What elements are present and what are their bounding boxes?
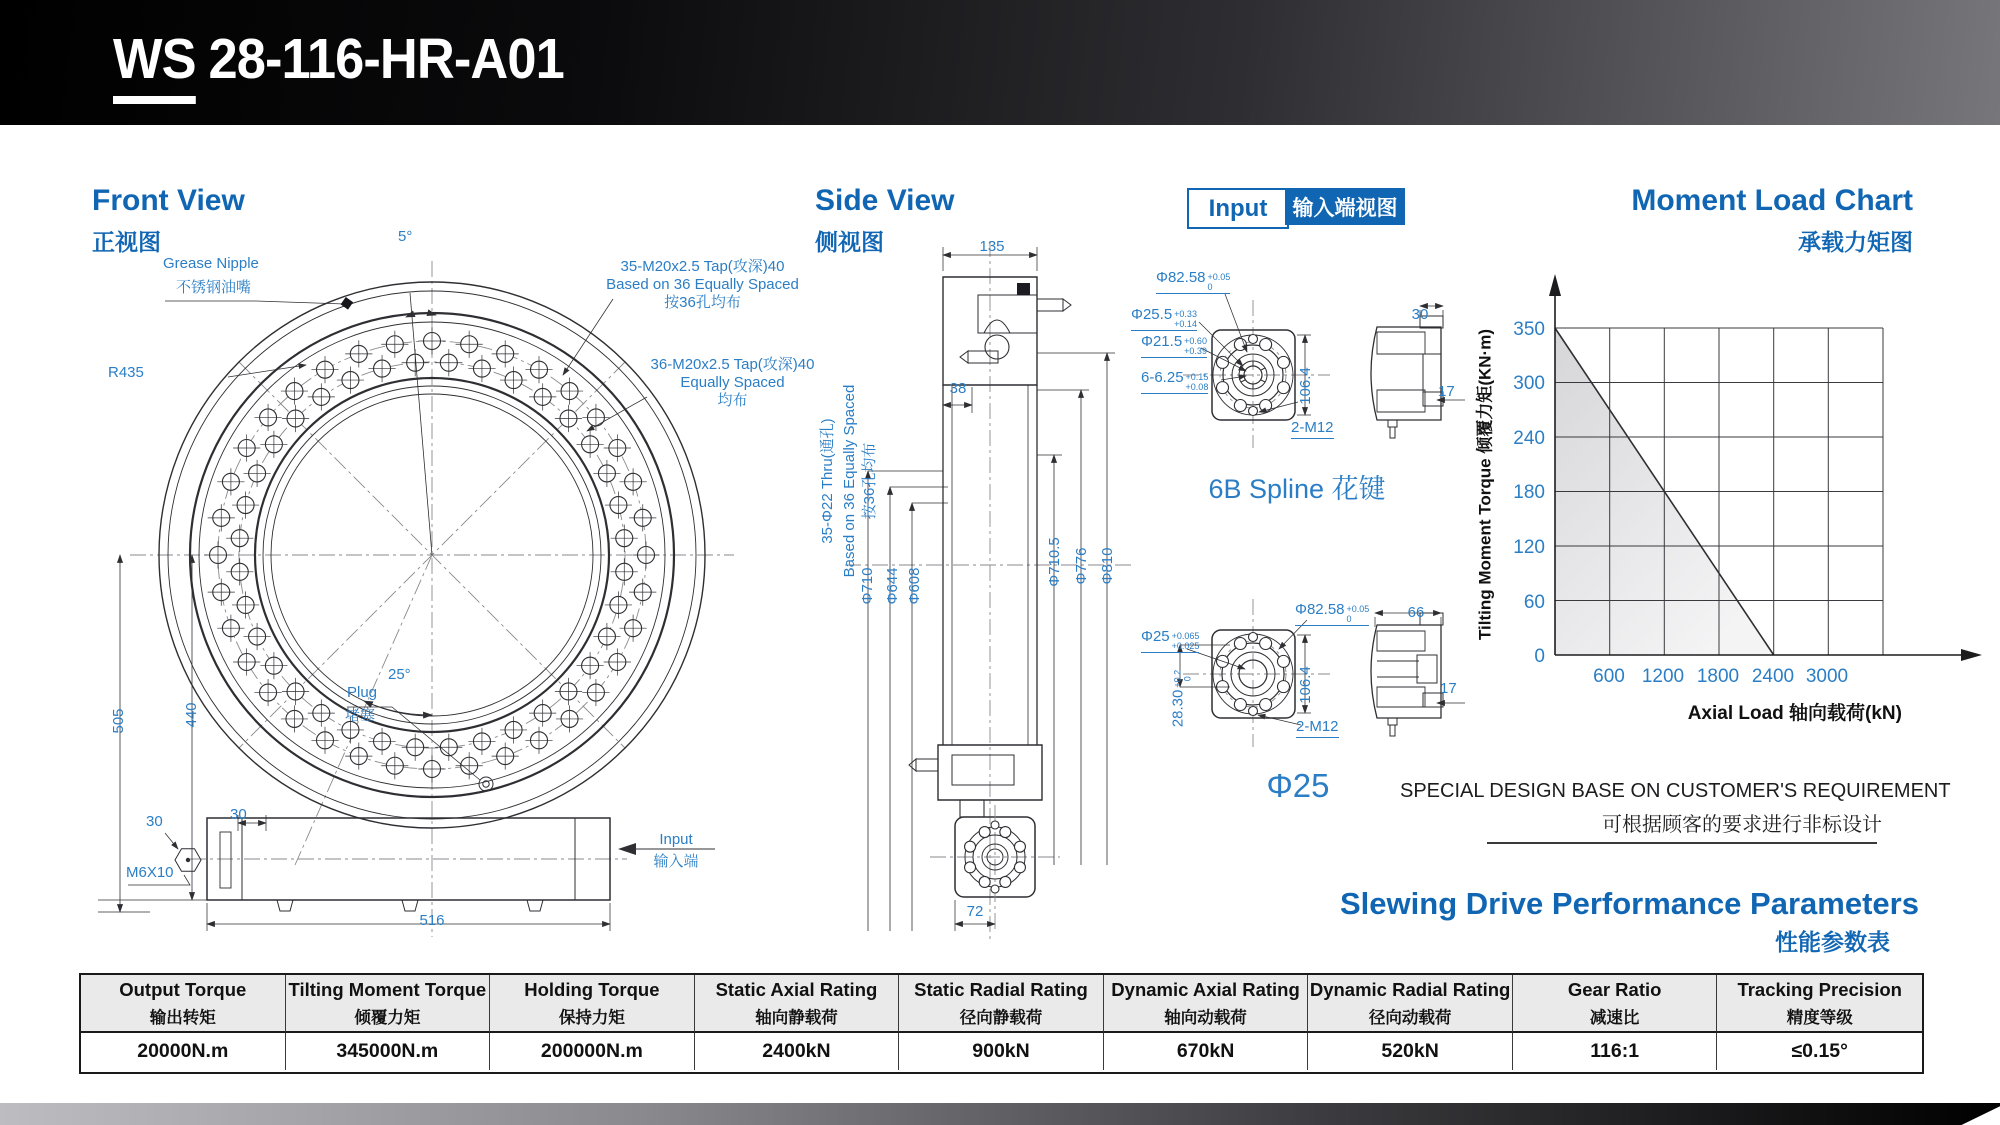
dim-30b: 30 <box>230 806 247 823</box>
dim-516: 516 <box>419 912 445 929</box>
moment-load-chart <box>1520 270 1990 700</box>
dim-2830: 28.30 +0.2 0 <box>1169 669 1192 728</box>
dim-dia-25: Φ25 +0.065 +0.025 <box>1141 628 1199 653</box>
dim-2m12-shaft: 2-M12 <box>1296 718 1339 738</box>
dim-135: 135 <box>979 238 1005 255</box>
brand-code: WS <box>113 27 196 104</box>
x-tick-2400: 2400 <box>1751 666 1795 687</box>
spline-title: 6B Spline 花键 <box>1208 474 1386 504</box>
col-header-static-axial: Static Axial Rating 轴向静载荷 <box>695 975 900 1033</box>
value-static-axial: 2400kN <box>695 1033 900 1070</box>
x-tick-3000: 3000 <box>1805 666 1849 687</box>
dim-30-spline: 30 <box>1411 306 1429 323</box>
value-holding-torque: 200000N.m <box>490 1033 695 1070</box>
footer-bar <box>0 1103 2000 1125</box>
dim-dia-8258-shaft: Φ82.58 +0.05 0 <box>1295 601 1369 626</box>
label-grease-nipple: Grease Nipple <box>163 255 259 272</box>
col-header-holding-torque: Holding Torque 保持力矩 <box>490 975 695 1033</box>
value-tracking-precision: ≤0.15° <box>1791 1040 1848 1062</box>
callout-thru-2: Based on 36 Equally Spaced <box>841 384 858 578</box>
x-tick-1800: 1800 <box>1696 666 1740 687</box>
dim-1064-spline: 106.4 <box>1297 367 1314 405</box>
dim-dia-644: Φ644 <box>884 567 901 605</box>
y-tick-180: 180 <box>1513 482 1545 503</box>
chart-title: Moment Load Chart <box>1631 184 1913 217</box>
dim-1064-shaft: 106.4 <box>1297 666 1314 704</box>
dim-angle-5: 5° <box>398 228 413 245</box>
callout-thru-3: 按36孔均布 <box>861 442 878 520</box>
dim-dia-810: Φ810 <box>1099 547 1116 585</box>
col-header-dynamic-axial: Dynamic Axial Rating 轴向动载荷 <box>1104 975 1309 1033</box>
value-gear-ratio: 116:1 <box>1513 1033 1718 1070</box>
dim-2m12-spline: 2-M12 <box>1291 419 1334 439</box>
chart-y-label: Tilting Moment Torque 倾覆力矩(KN·m) <box>1475 329 1495 641</box>
label-input-side: Input <box>659 831 693 848</box>
label-grease-nipple-cn: 不锈钢油嘴 <box>176 279 252 296</box>
dim-dia-255: Φ25.5 +0.33 +0.14 <box>1131 306 1197 331</box>
special-note-cn: 可根据顾客的要求进行非标设计 <box>1602 814 1882 836</box>
dim-38: 38 <box>949 380 967 397</box>
label-plug-cn: 堵塞 <box>345 707 376 724</box>
y-tick-300: 300 <box>1513 373 1545 394</box>
divider-line <box>1487 842 1877 844</box>
col-header-tilting-moment: Tilting Moment Torque 倾覆力矩 <box>286 975 491 1033</box>
dim-17-spline: 17 <box>1438 383 1455 400</box>
y-tick-350: 350 <box>1513 319 1545 340</box>
value-static-radial: 900kN <box>899 1033 1104 1070</box>
dim-dia-215: Φ21.5 +0.60 +0.39 <box>1141 333 1207 358</box>
y-tick-0: 0 <box>1534 646 1545 667</box>
performance-table <box>79 973 1924 1074</box>
front-view-title: Front View <box>92 184 245 217</box>
dim-625: 6-6.25 +0.15 +0.08 <box>1141 369 1208 394</box>
performance-title: Slewing Drive Performance Parameters <box>1340 886 1919 921</box>
col-header-gear-ratio: Gear Ratio 减速比 <box>1513 975 1718 1033</box>
y-tick-60: 60 <box>1523 592 1545 613</box>
front-view-title-cn: 正视图 <box>92 229 161 255</box>
value-output-torque: 20000N.m <box>81 1033 286 1070</box>
dim-r435: R435 <box>108 364 144 381</box>
x-tick-1200: 1200 <box>1641 666 1685 687</box>
col-header-static-radial: Static Radial Rating 径向静载荷 <box>899 975 1104 1033</box>
x-axis-arrow <box>1961 649 1982 661</box>
y-tick-120: 120 <box>1513 537 1545 558</box>
col-header-tracking-precision: Tracking Precision 精度等级 <box>1717 975 1922 1033</box>
dim-m6x10: M6X10 <box>126 864 174 881</box>
callout-tap35: 35-M20x2.5 Tap(攻深)40 Based on 36 Equally Spaced 按36孔均布 <box>606 258 799 311</box>
label-input-side-cn: 输入端 <box>653 853 699 870</box>
performance-title-cn: 性能参数表 <box>1775 929 1890 955</box>
callout-thru-1: 35-Φ22 Thru(通孔) <box>819 418 836 544</box>
side-view-title: Side View <box>815 184 955 217</box>
x-tick-600: 600 <box>1593 666 1625 687</box>
dim-dia-608: Φ608 <box>906 567 923 605</box>
front-view-drawing <box>70 235 830 945</box>
y-axis-arrow <box>1549 274 1561 296</box>
chart-title-cn: 承载力矩图 <box>1798 229 1913 255</box>
dim-440: 440 <box>183 702 200 728</box>
label-plug: Plug <box>347 684 378 701</box>
input-badge-cn: 输入端视图 <box>1285 188 1405 225</box>
col-header-dynamic-radial: Dynamic Radial Rating 径向动载荷 <box>1308 975 1513 1033</box>
dim-505: 505 <box>110 708 127 734</box>
dim-30a: 30 <box>146 813 163 830</box>
y-tick-240: 240 <box>1513 428 1545 449</box>
dim-66: 66 <box>1407 604 1425 621</box>
shaft-title: Φ25 <box>1266 767 1330 804</box>
side-view-title-cn: 侧视图 <box>815 229 884 255</box>
value-tilting-moment: 345000N.m <box>286 1033 491 1070</box>
value-dynamic-axial: 670kN <box>1104 1033 1309 1070</box>
dim-17-shaft: 17 <box>1440 680 1457 697</box>
special-note: SPECIAL DESIGN BASE ON CUSTOMER'S REQUIREMENT <box>1400 780 1951 802</box>
dim-dia-710-5: Φ710.5 <box>1046 537 1063 587</box>
input-badge: Input <box>1187 188 1289 229</box>
col-header-output-torque: Output Torque 输出转矩 <box>81 975 286 1033</box>
dim-72: 72 <box>966 903 984 920</box>
header-bar <box>0 0 2000 125</box>
callout-tap36: 36-M20x2.5 Tap(攻深)40 Equally Spaced 均布 <box>650 356 815 409</box>
dim-angle-25: 25° <box>388 666 411 683</box>
dim-dia-710: Φ710 <box>859 567 876 605</box>
dim-dia-8258-spline: Φ82.58 +0.05 0 <box>1156 269 1230 294</box>
dim-dia-776: Φ776 <box>1073 547 1090 585</box>
value-dynamic-radial: 520kN <box>1308 1033 1513 1070</box>
chart-x-label: Axial Load 轴向载荷(kN) <box>1687 703 1902 724</box>
model-code: 28-116-HR-A01 <box>208 27 564 91</box>
page-title <box>113 26 564 92</box>
